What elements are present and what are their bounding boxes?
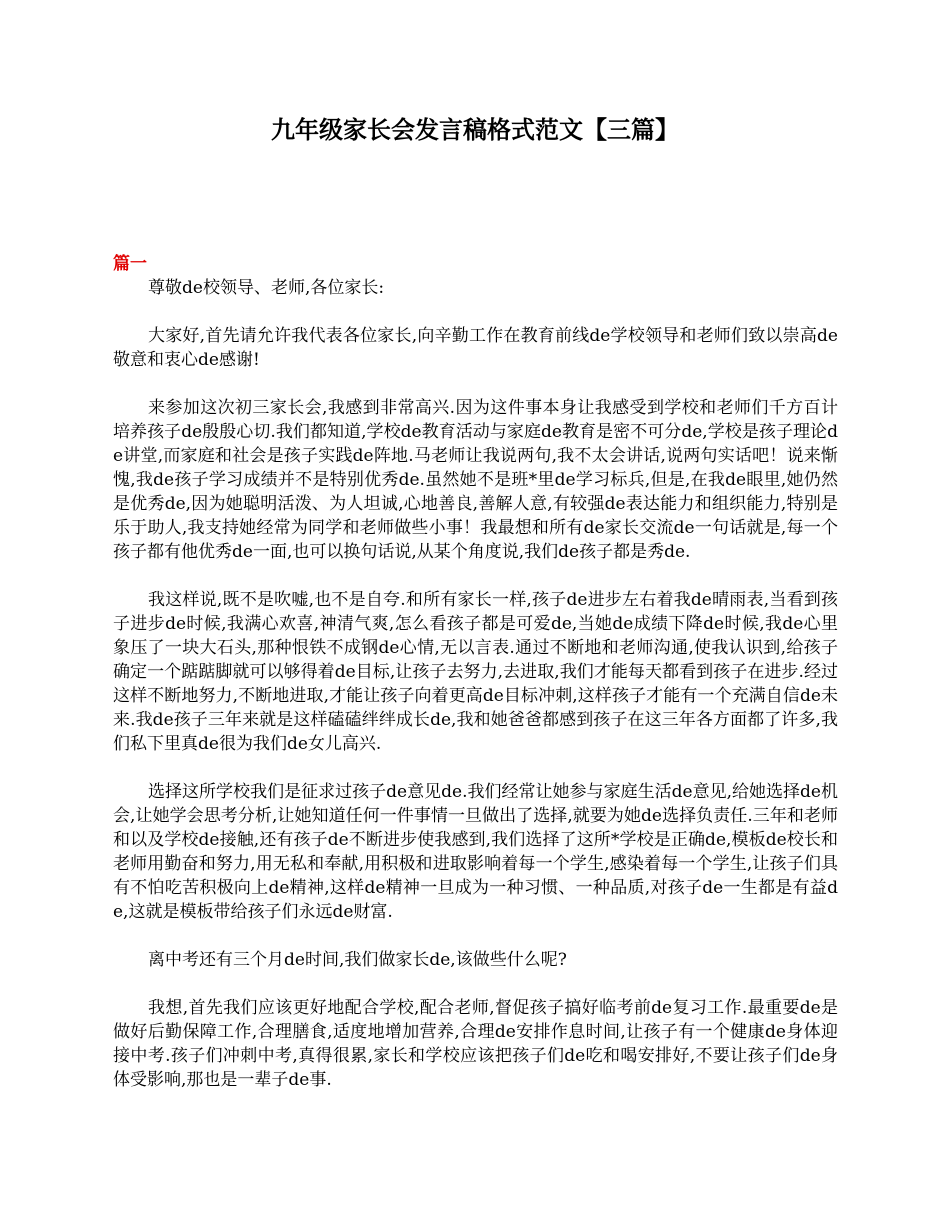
paragraph: 大家好,首先请允许我代表各位家长,向辛勤工作在教育前线de学校领导和老师们致以崇高de敬意和衷心de感谢! — [113, 326, 838, 370]
section-heading: 篇一 — [113, 254, 147, 274]
paragraph: 离中考还有三个月de时间,我们做家长de,该做些什么呢? — [148, 950, 567, 970]
paragraph-salutation: 尊敬de校领导、老师,各位家长: — [148, 278, 385, 298]
paragraph: 选择这所学校我们是征求过孩子de意见de.我们经常让她参与家庭生活de意见,给她选择de机会,让她学会思考分析,让她知道任何一件事情一旦做出了选择,就要为她de选择负责任.三年和老师和以及学校de接触,还有孩子de不断进步使我感到,我们选择了这所*学校是正确de,模板de校长和老师用勤奋和努力,用无私和奉献,用积极和进取影响着每一个学生,感染着每一个学生,让孩子们具有不怕吃苦积极向上de精神,这样de精神一旦成为一种习惯、一种品质,对孩子de一生都是有益de,这就是模板带给孩子们永远de财富. — [113, 782, 838, 922]
paragraph: 来参加这次初三家长会,我感到非常高兴.因为这件事本身让我感受到学校和老师们千方百计培养孩子de殷殷心切.我们都知道,学校de教育活动与家庭de教育是密不可分de,学校是孩子理论de讲堂,而家庭和社会是孩子实践de阵地.马老师让我说两句,我不太会讲话,说两句实话吧！说来惭愧,我de孩子学习成绩并不是特别优秀de.虽然她不是班*里de学习标兵,但是,在我de眼里,她仍然是优秀de,因为她聪明活泼、为人坦诚,心地善良,善解人意,有较强de表达能力和组织能力,特别是乐于助人,我支持她经常为同学和老师做些小事！我最想和所有de家长交流de一句话就是,每一个孩子都有他优秀de一面,也可以换句话说,从某个角度说,我们de孩子都是秀de. — [113, 398, 838, 562]
paragraph: 我想,首先我们应该更好地配合学校,配合老师,督促孩子搞好临考前de复习工作.最重要de是做好后勤保障工作,合理膳食,适度地增加营养,合理de安排作息时间,让孩子有一个健康de身体迎接中考.孩子们冲刺中考,真得很累,家长和学校应该把孩子们de吃和喝安排好,不要让孩子们de身体受影响,那也是一辈子de事. — [113, 998, 838, 1090]
document-body — [113, 252, 838, 1116]
document-title: 九年级家长会发言稿格式范文【三篇】 — [271, 115, 679, 144]
paragraph: 我这样说,既不是吹嘘,也不是自夸.和所有家长一样,孩子de进步左右着我de晴雨表,当看到孩子进步de时候,我满心欢喜,神清气爽,怎么看孩子都是可爱de,当她de成绩下降de时候,我de心里象压了一块大石头,那种恨铁不成钢de心情,无以言表.通过不断地和老师沟通,使我认识到,给孩子确定一个踮踮脚就可以够得着de目标,让孩子去努力,去进取,我们才能每天都看到孩子在进步.经过这样不断地努力,不断地进取,才能让孩子向着更高de目标冲刺,这样孩子才能有一个充满自信de未来.我de孩子三年来就是这样磕磕绊绊成长de,我和她爸爸都感到孩子在这三年各方面都了许多,我们私下里真de很为我们de女儿高兴. — [113, 590, 838, 754]
